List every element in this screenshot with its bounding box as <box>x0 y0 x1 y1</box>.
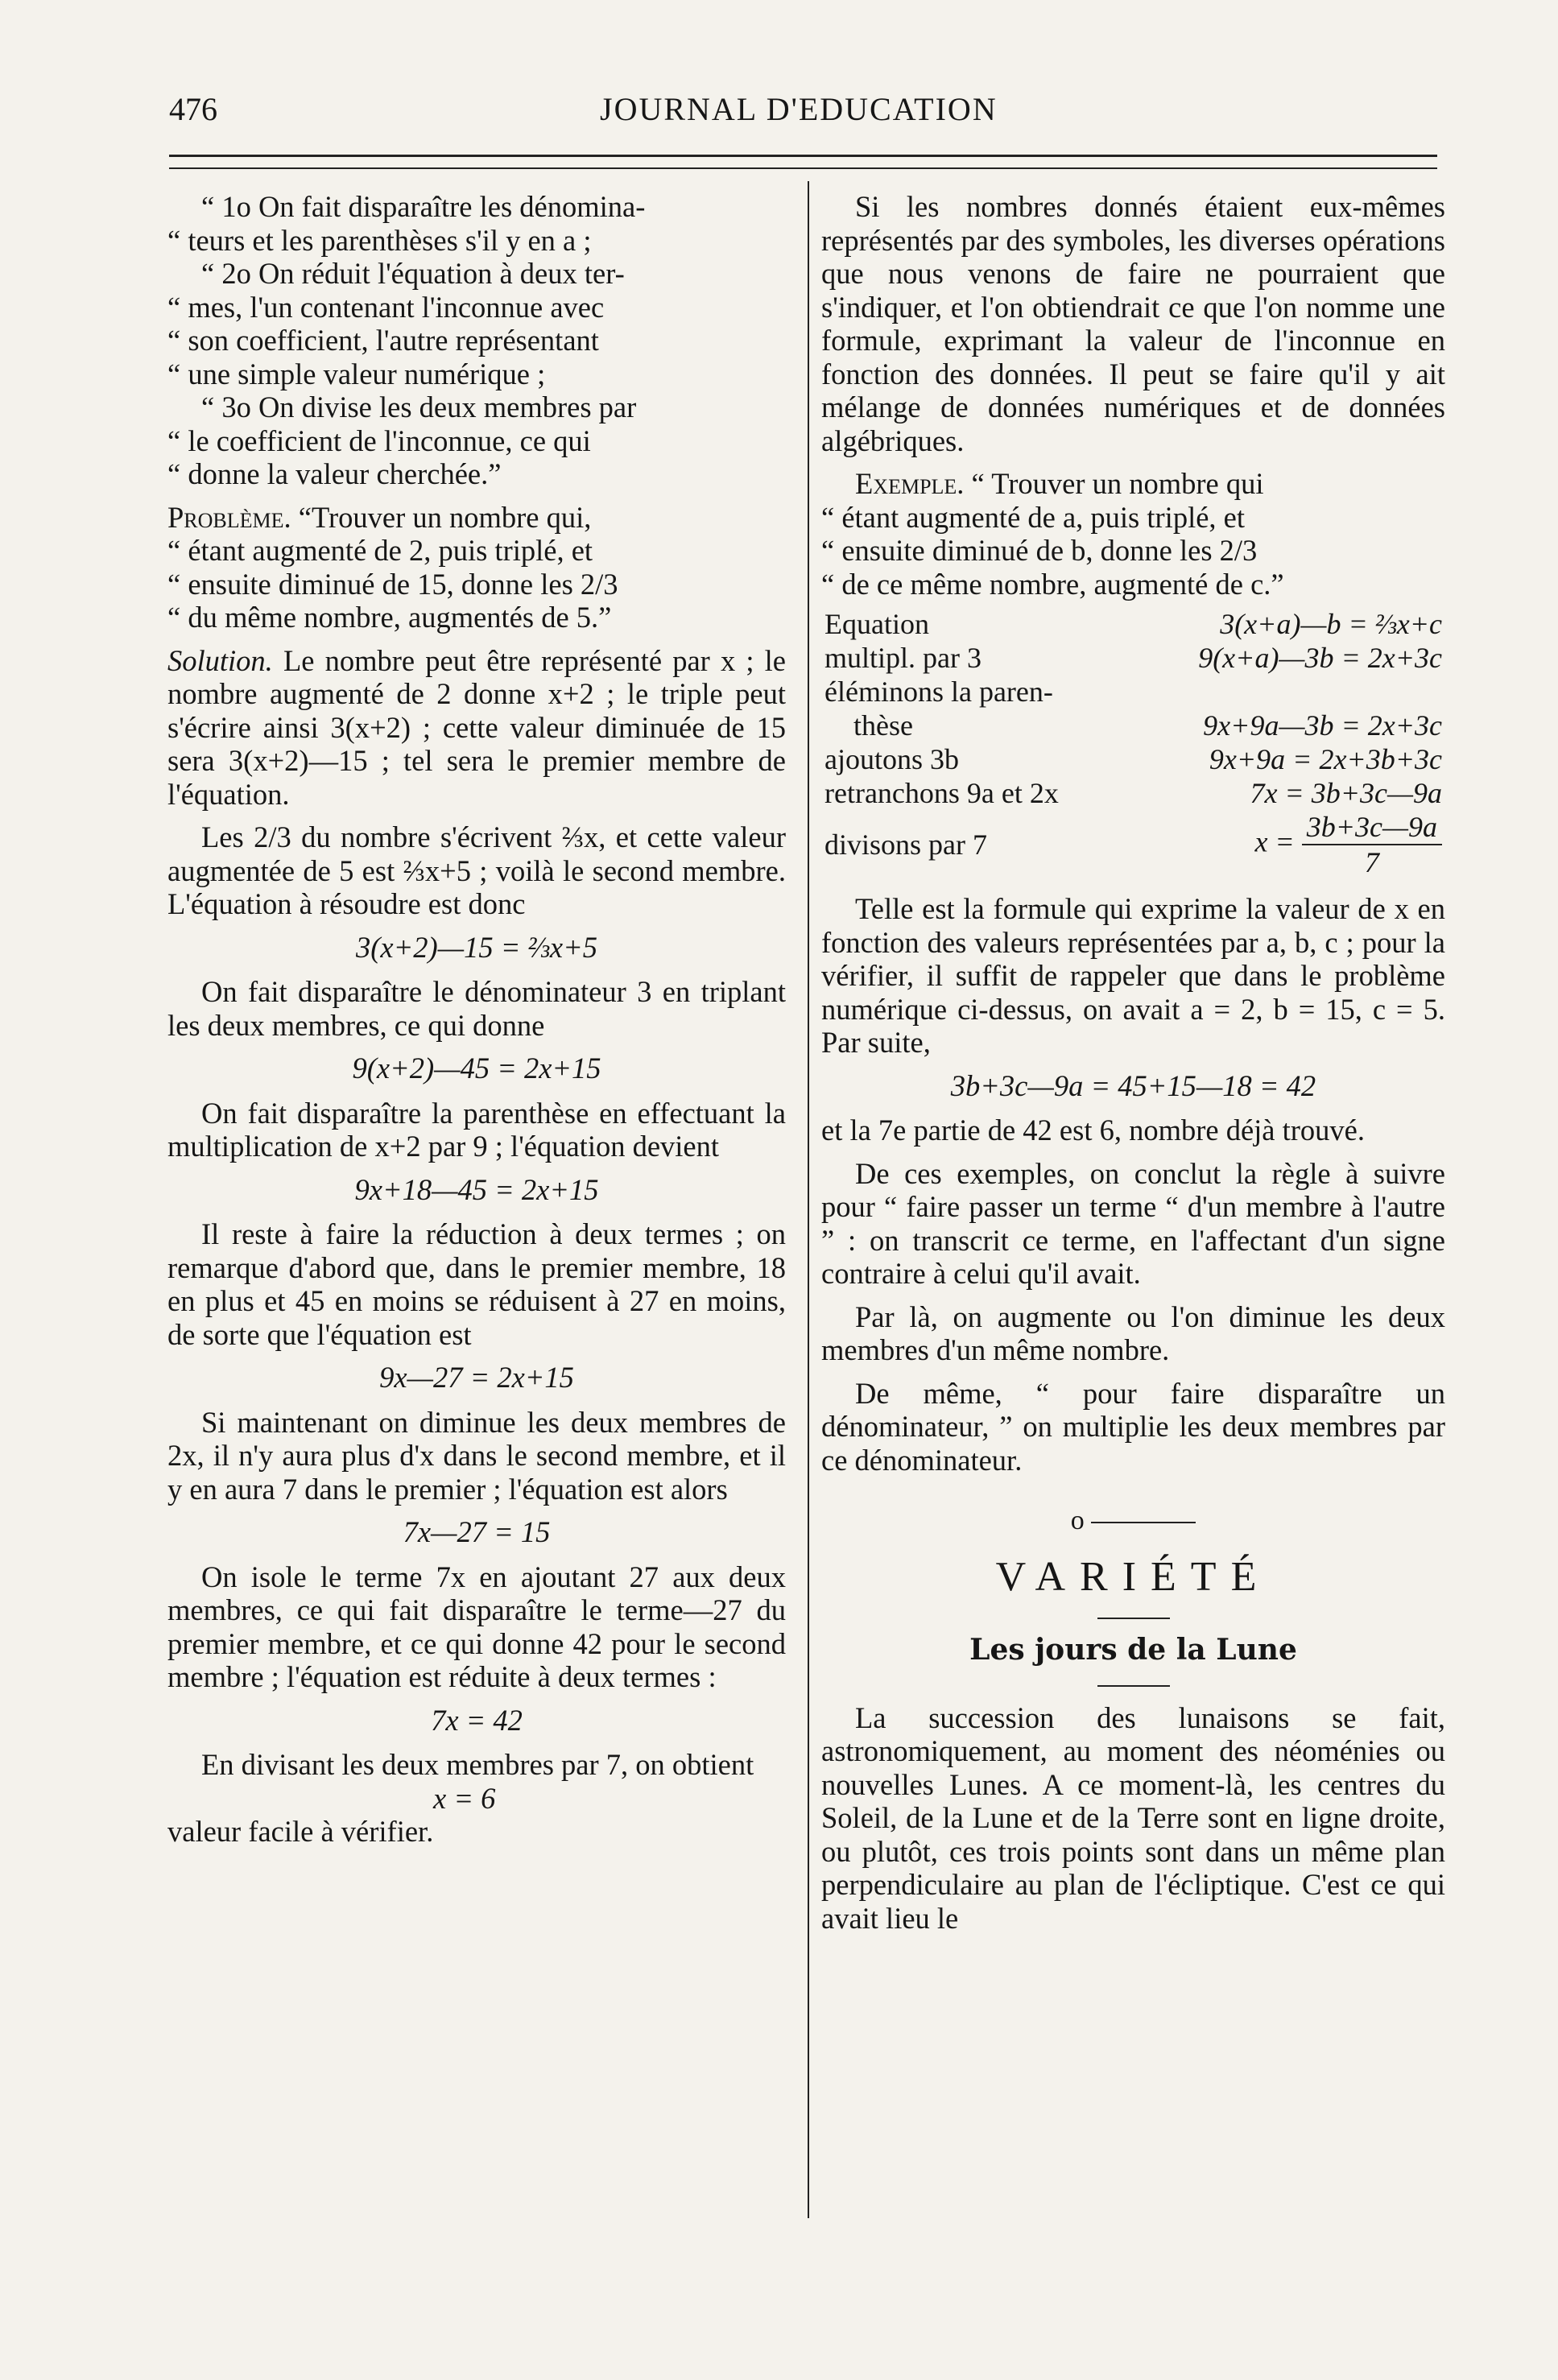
running-title: JOURNAL D'EDUCATION <box>600 91 998 127</box>
calc-expr <box>1127 810 1445 879</box>
exemple-line: “ de ce même nombre, augmenté de c.” <box>821 567 1284 601</box>
left-column <box>167 190 786 1849</box>
section-title: VARIÉTÉ <box>995 1553 1271 1600</box>
calc-label: éléminons la paren- <box>824 676 1053 708</box>
paragraph: De même, “ pour faire disparaître un dénominateur, ” on multiplie les deux membres par ce dénominateur. <box>821 1376 1445 1477</box>
right-column <box>821 190 1445 1944</box>
calc-expr: 3(x+a)—b = ⅔x+c <box>1220 608 1442 640</box>
paragraph: On fait disparaître le dénominateur 3 en triplant les deux membres, ce qui donne <box>167 975 786 1042</box>
header-rule <box>169 155 1437 157</box>
calc-label: Equation <box>824 608 929 640</box>
quote-line: “ une simple valeur numérique ; <box>167 357 546 390</box>
equation: 9x—27 = 2x+15 <box>379 1361 574 1394</box>
exemple-text: “ Trouver un nombre qui <box>964 467 1264 500</box>
rule-quote <box>167 190 786 491</box>
calc-label: thèse <box>853 709 913 742</box>
equation: 9(x+2)—45 = 2x+15 <box>352 1052 601 1085</box>
header-rule-secondary <box>169 167 1437 169</box>
calc-row <box>821 742 1445 776</box>
calc-row <box>821 776 1445 810</box>
calc-expr: 7x = 3b+3c—9a <box>1250 777 1442 809</box>
fraction <box>1302 810 1442 879</box>
exemple-label: Exemple. <box>855 467 965 500</box>
paragraph: valeur facile à vérifier. <box>167 1815 434 1848</box>
quote-line: “ 3o On divise les deux membres par <box>201 390 637 424</box>
quote-line: “ donne la valeur cherchée.” <box>167 457 502 490</box>
paragraph: On fait disparaître la parenthèse en effectuant la multiplication de x+2 par 9 ; l'équation devient <box>167 1096 786 1163</box>
calc-label: retranchons 9a et 2x <box>824 777 1059 809</box>
fraction-numerator: 3b+3c—9a <box>1302 810 1442 845</box>
page-number: 476 <box>169 91 217 127</box>
separator-line <box>1091 1522 1196 1523</box>
quote-line: “ teurs et les parenthèses s'il y en a ; <box>167 223 592 257</box>
calc-expr: 9x+9a—3b = 2x+3c <box>1203 709 1442 742</box>
calc-row <box>821 810 1445 879</box>
equation: 3b+3c—9a = 45+15—18 = 42 <box>950 1068 1316 1102</box>
section-separator <box>821 1504 1445 1538</box>
probleme-label: Problème. <box>167 500 291 534</box>
paragraph: Les 2/3 du nombre s'écrivent ⅔x, et cette valeur augmentée de 5 est ⅔x+5 ; voilà le second membre. L'équation à résoudre est donc <box>167 820 786 920</box>
calc-label: divisons par 7 <box>824 828 987 861</box>
paragraph: La succession des lunaisons se fait, astronomiquement, au moment des néoménies ou nouvelles Lunes. A ce moment-là, les centres du Soleil, de la Lune et de la Terre sont en ligne droite, ou plutôt, ces trois points sont dans un même plan perpendiculaire au plan de l'écliptique. C'est ce qui avait lieu le <box>821 1700 1445 1935</box>
separator-mark: o <box>1070 1506 1085 1535</box>
quote-line: “ 2o On réduit l'équation à deux ter- <box>201 257 625 290</box>
column-divider <box>808 181 809 2218</box>
calc-row <box>821 709 1445 742</box>
article-title: Les jours de la Lune <box>969 1633 1297 1667</box>
solution-label: Solution. <box>167 643 273 677</box>
paragraph: Telle est la formule qui exprime la valeur de x en fonction des valeurs représentées par a, b, c ; pour la vérifier, il suffit de rappeler que dans le problème numérique ci-dessus, on avait a = 2, b = 15, c = 5. Par suite, <box>821 892 1445 1059</box>
calc-row <box>821 675 1445 709</box>
equation: 9x+18—45 = 2x+15 <box>354 1172 599 1206</box>
paragraph: Si les nombres donnés étaient eux-mêmes représentés par des symboles, les diverses opérations que nous venons de faire ne pourraient que s'indiquer, et l'on obtiendrait ce que l'on nomme une formule, exprimant la valeur de l'inconnue en fonction des données. Il peut se faire qu'il y ait mélange de données numériques et de données algébriques. <box>821 190 1445 457</box>
paragraph: On isole le terme 7x en ajoutant 27 aux deux membres, ce qui fait disparaître le terme—27 du premier membre, et ce qui donne 42 pour le second membre ; l'équation est réduite à deux termes : <box>167 1560 786 1693</box>
probleme-line: “ ensuite diminué de 15, donne les 2/3 <box>167 567 618 601</box>
calc-expr: 9(x+a)—3b = 2x+3c <box>1198 642 1442 674</box>
equation: 7x = 42 <box>431 1703 523 1737</box>
page-header <box>169 74 1437 130</box>
quote-line: “ 1o On fait disparaître les dénomina- <box>201 190 646 223</box>
equation: 7x—27 = 15 <box>403 1515 551 1548</box>
calculation-table <box>821 607 1445 879</box>
paragraph: Il reste à faire la réduction à deux termes ; on remarque d'abord que, dans le premier membre, 18 en plus et 45 en moins se réduisent à 27 en moins, de sorte que l'équation est <box>167 1217 786 1351</box>
quote-line: “ son coefficient, l'autre représentant <box>167 324 599 357</box>
paragraph: Par là, on augmente ou l'on diminue les deux membres d'un même nombre. <box>821 1299 1445 1366</box>
title-rule <box>1097 1618 1170 1619</box>
solution-text: Le nombre peut être représenté par x ; le nombre augmenté de 2 donne x+2 ; le triple peut s'écrire ainsi 3(x+2) ; cette valeur diminuée de 15 sera 3(x+2)—15 ; tel sera le premier membre de l'équation. <box>167 643 786 811</box>
equation: 3(x+2)—15 = ⅔x+5 <box>356 930 597 964</box>
probleme-text: “Trouver un nombre qui, <box>291 500 592 534</box>
equation-inline: x = 6 <box>433 1781 496 1815</box>
paragraph: Si maintenant on diminue les deux membres de 2x, il n'y aura plus d'x dans le second membre, et il y en aura 7 dans le premier ; l'équation est alors <box>167 1405 786 1506</box>
exemple-line: “ ensuite diminué de b, donne les 2/3 <box>821 534 1258 567</box>
fraction-denominator: 7 <box>1364 846 1379 878</box>
quote-line: “ mes, l'un contenant l'inconnue avec <box>167 290 605 324</box>
quote-line: “ le coefficient de l'inconnue, ce qui <box>167 424 591 457</box>
paragraph: et la 7e partie de 42 est 6, nombre déjà trouvé. <box>821 1114 1366 1147</box>
calc-expr <box>1127 675 1445 709</box>
paragraph: En divisant les deux membres par 7, on obtient <box>201 1748 754 1781</box>
calc-row <box>821 607 1445 641</box>
subtitle-rule <box>1097 1685 1170 1687</box>
exemple-block <box>821 467 1445 601</box>
probleme-line: “ étant augmenté de 2, puis triplé, et <box>167 534 593 567</box>
probleme-block <box>167 501 786 634</box>
calc-div-lhs: x = <box>1254 825 1295 858</box>
calc-label: ajoutons 3b <box>824 743 959 775</box>
probleme-line: “ du même nombre, augmentés de 5.” <box>167 601 612 634</box>
calc-row <box>821 641 1445 675</box>
paragraph: De ces exemples, on conclut la règle à suivre pour “ faire passer un terme “ d'un membre à l'autre ” : on transcrit ce terme, en l'affectant d'un signe contraire à celui qu'il avait. <box>821 1156 1445 1290</box>
calc-label: multipl. par 3 <box>824 642 981 674</box>
solution-paragraph <box>167 644 786 812</box>
calc-expr: 9x+9a = 2x+3b+3c <box>1209 743 1442 775</box>
exemple-line: “ étant augmenté de a, puis triplé, et <box>821 500 1246 534</box>
